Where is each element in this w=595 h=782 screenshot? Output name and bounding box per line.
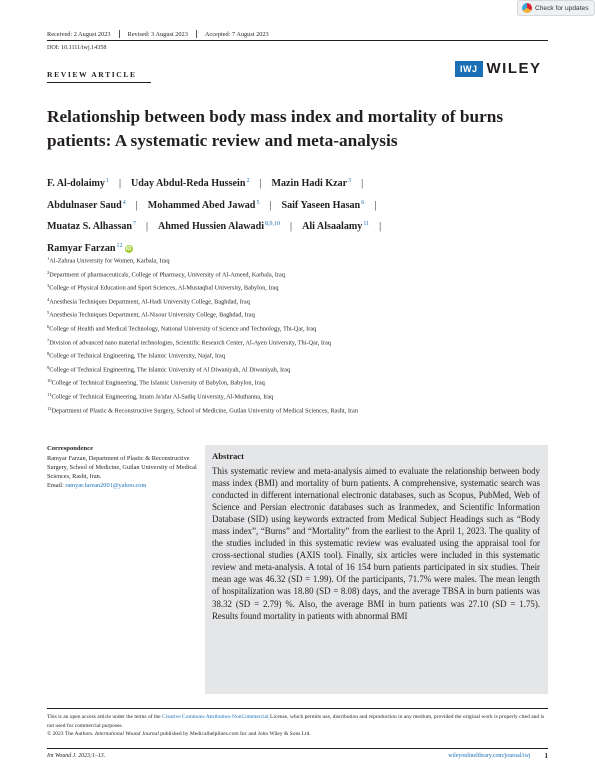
page-footer xyxy=(47,748,548,762)
author-affiliation-ref[interactable]: 5 xyxy=(256,199,260,206)
author-name[interactable]: Ramyar Farzan xyxy=(47,242,116,254)
abstract-box xyxy=(205,445,548,694)
article-title: Relationship between body mass index and mortality of burns patients: A systematic review and meta-analysis xyxy=(47,107,504,150)
license-link[interactable]: Creative Commons Attribution-NonCommercial xyxy=(162,714,269,720)
doi[interactable]: DOI: 10.1111/iwj.14358 xyxy=(47,45,107,51)
affiliation-item: $^2$Department of pharmaceuticals, College of Pharmacy, University of Al-Ameed, Karbala, Iraq xyxy=(47,269,285,278)
author-name[interactable]: Mazin Hadi Kzar xyxy=(271,178,348,189)
author-affiliation-ref[interactable]: 11 xyxy=(363,221,370,227)
author-separator: | xyxy=(145,221,149,232)
date-separator xyxy=(196,30,197,38)
author-name[interactable]: Mohammed Abed Jawad xyxy=(147,199,256,211)
affiliation-item: $^9$College of Technical Engineering, The Islamic University of Al Diwaniyah, Al Diwaniyah, Iraq xyxy=(47,364,291,374)
author-affiliation-ref[interactable]: 4 xyxy=(122,199,126,206)
author-affiliation-ref[interactable]: 8,9,10 xyxy=(265,221,281,227)
author-list xyxy=(47,172,547,258)
correspondence-heading: Correspondence xyxy=(47,445,94,452)
publisher-logo xyxy=(455,60,542,77)
abstract-heading: Abstract xyxy=(212,451,244,461)
author-affiliation-ref[interactable]: 1 xyxy=(105,178,109,184)
affiliation-item: $^8$College of Technical Engineering, The Islamic University, Najaf, Iraq xyxy=(47,351,225,360)
article-dates xyxy=(47,30,269,38)
affiliation-item: $^{10}$College of Technical Engineering, The Islamic University of Babylon, Babylon, Iraq xyxy=(47,378,265,387)
article-type-rule xyxy=(47,82,151,83)
journal-url-link[interactable]: wileyonlinelibrary.com/journal/iwj xyxy=(448,752,531,759)
revised-date: Revised: 3 August 2023 xyxy=(127,30,188,38)
license-statement: This is an open access article under the terms of the Creative Commons Attribution-NonCommercial License, which permits use, distribution and reproduction in any medium, provided the original work is properly cited and is not used for commercial purposes. xyxy=(47,714,545,729)
author-name[interactable]: Abdulnaser Saud xyxy=(47,199,122,211)
author-affiliation-ref[interactable]: 2 xyxy=(246,178,250,184)
author-name[interactable]: Ali Alsaalamy xyxy=(302,221,363,232)
author-name[interactable]: Uday Abdul-Reda Hussein xyxy=(131,178,246,189)
affiliation-item: $^{12}$Department of Plastic & Reconstructive Surgery, School of Medicine, Guilan University of Medical Sciences, Rasht, Iran xyxy=(47,405,358,414)
author-separator: | xyxy=(374,199,377,211)
author-name[interactable]: Ahmed Hussien Alawadi xyxy=(158,221,265,232)
date-separator xyxy=(119,30,120,38)
author-separator: | xyxy=(118,178,121,189)
email-link[interactable]: ramyar.farzan2001@yahoo.com xyxy=(65,482,147,489)
accepted-date: Accepted: 7 August 2023 xyxy=(204,30,269,38)
author-separator: | xyxy=(379,221,382,232)
author-affiliation-ref[interactable]: 7 xyxy=(132,221,136,227)
check-for-updates-label: Check for updates xyxy=(535,4,589,12)
affiliation-item: $^3$College of Physical Education and Sport Sciences, Al-Mustaqbal University, Babylon, Iraq xyxy=(47,283,279,292)
author-name[interactable]: Muataz S. Alhassan xyxy=(47,221,132,232)
affiliation-item: $^1$Al-Zahraa University for Women, Karbala, Iraq xyxy=(47,256,170,265)
wiley-logo: WILEY xyxy=(486,60,542,77)
orcid-icon[interactable]: iD xyxy=(125,245,132,252)
affiliation-item: $^4$Anesthesia Techniques Department, Al-Hadi University College, Baghdad, Iraq xyxy=(47,296,250,306)
affiliation-item: $^5$Anesthesia Techniques Department, Al-Nisour University College, Baghdad, Iraq xyxy=(47,310,255,319)
author-separator: | xyxy=(361,178,364,189)
crossmark-icon xyxy=(522,3,532,13)
copyright-statement: © 2023 The Authors. International Wound Journal published by Medicalhelplines.com Inc and John Wiley & Sons Ltd. xyxy=(47,731,311,738)
check-for-updates-button[interactable] xyxy=(517,0,595,16)
affiliation-item: $^6$College of Health and Medical Technology, National University of Science and Technology, Thi-Qar, Iraq xyxy=(47,323,317,333)
author-name[interactable]: Saif Yaseen Hasan xyxy=(281,199,361,211)
author-affiliation-ref[interactable]: 3 xyxy=(348,178,352,184)
author-separator: | xyxy=(290,221,293,232)
article-type: REVIEW ARTICLE xyxy=(47,70,137,79)
journal-logo: IWJ xyxy=(455,61,483,77)
affiliation-item: $^{11}$College of Technical Engineering, Imam Ja'afar Al-Sadiq University, Al-Muthanna, Iraq xyxy=(47,391,274,401)
author-separator: | xyxy=(135,199,138,211)
page-number: 1 xyxy=(544,751,548,760)
correspondence xyxy=(47,444,197,490)
license-footnote xyxy=(47,708,548,739)
correspondence-text: Ramyar Farzan, Department of Plastic & Reconstructive Surgery, School of Medicine, Guilan University of Medical Sciences, Rasht, Iran. xyxy=(47,455,197,480)
journal-citation: Int Wound J. 2023;1–13. xyxy=(47,752,106,759)
author-separator: | xyxy=(269,199,272,211)
affiliation-list xyxy=(47,252,547,415)
correspondence-email: Email: ramyar.farzan2001@yahoo.com xyxy=(47,482,147,489)
author-name[interactable]: F. Al-dolaimy xyxy=(47,178,105,189)
header-rule xyxy=(47,40,548,41)
affiliation-item: $^7$Division of advanced nano material technologies, Scientific Research Center, Al-Ayen University, Thi-Qar, Iraq xyxy=(47,337,331,346)
author-affiliation-ref[interactable]: 6 xyxy=(361,199,365,206)
author-separator: | xyxy=(259,178,262,189)
abstract-text: This systematic review and meta-analysis aimed to evaluate the relationship between body mass index (BMI) and mortality of burn patients. A comprehensive, systematic search was conducted in different international electronic databases, such as Scopus, PubMed, Web of Science and Persian electronic databases such as Iranmedex, and Scientific Information Database (SID) using keywords extracted from Medical Subject Headings such as “Body mass index”, “Burns” and “Mortality” from the earliest to the April 1, 2023. The quality of the studies included in this systematic review was evaluated using the appraisal tool for cross-sectional studies (AXIS tool). Finally, six articles were included in this systematic review and meta-analysis. A total of 16 154 burn patients participated in six studies. Their mean age was 46.32 (SD = 1.99). Of the participants, 71.7% were males. The mean length of hospitalization was 18.80 (SD = 8.08) days, and the average TBSA in burn patients was 38.32 (SD = 2.79) %. Also, the average BMI in burn patients was 27.10 (SD = 1.75). Results found mortality in patients with abnormal BMI xyxy=(212,466,540,621)
received-date: Received: 2 August 2023 xyxy=(47,30,111,38)
author-affiliation-ref[interactable]: 12 xyxy=(116,242,123,249)
